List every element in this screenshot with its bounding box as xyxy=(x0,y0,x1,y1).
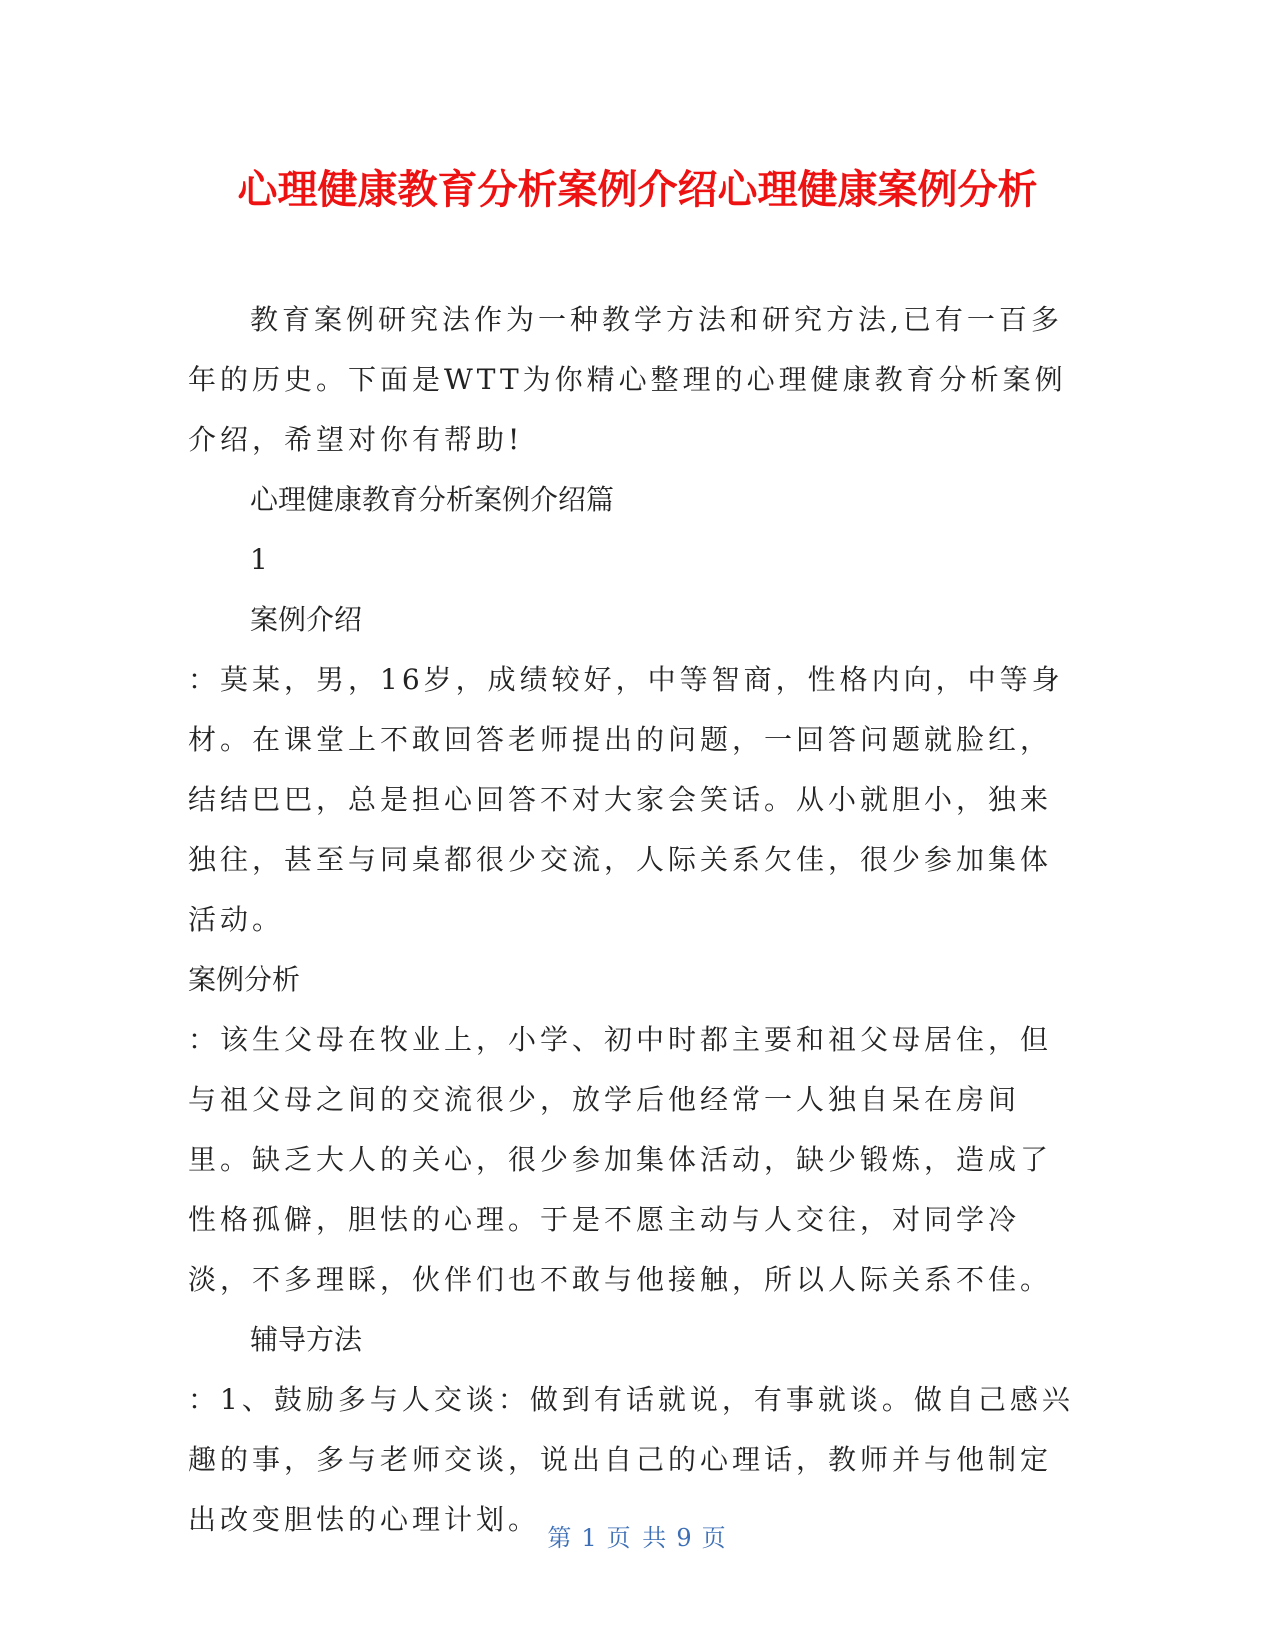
section-number: 1 xyxy=(250,543,268,576)
page-title: 心理健康教育分析案例介绍心理健康案例分析 xyxy=(237,167,1038,213)
case-intro-paragraph: ：莫某，男，16岁，成绩较好，中等智商，性格内向，中等身材。在课堂上不敢回答老师提出的问题，一回答问题就脸红，结结巴巴，总是担心回答不对大家会笑话。从小就胆小，独来独往，甚至与同桌都很少交流，人际关系欠佳，很少参加集体活动。 xyxy=(188,663,1064,936)
section-heading: 心理健康教育分析案例介绍篇 xyxy=(250,483,615,516)
case-analysis-paragraph: ：该生父母在牧业上，小学、初中时都主要和祖父母居住，但与祖父母之间的交流很少，放学后他经常一人独自呆在房间里。缺乏大人的关心，很少参加集体活动，缺少锻炼，造成了性格孤僻，胆怯的心理。于是不愿主动与人交往，对同学冷淡，不多理睬，伙伴们也不敢与他接触，所以人际关系不佳。 xyxy=(188,1023,1053,1296)
footer-prefix: 第 xyxy=(547,1524,574,1552)
guidance-heading: 辅导方法 xyxy=(250,1323,363,1356)
footer-middle: 页 共 xyxy=(606,1524,669,1552)
guidance-paragraph: ：1、鼓励多与人交谈：做到有话就说，有事就谈。做自己感兴趣的事，多与老师交谈，说出自己的心理话，教师并与他制定出改变胆怯的心理计划。 xyxy=(188,1383,1074,1536)
intro-paragraph: 教育案例研究法作为一种教学方法和研究方法,已有一百多年的历史。下面是WTT为你精心整理的心理健康教育分析案例介绍，希望对你有帮助! xyxy=(188,303,1067,456)
document-body xyxy=(188,290,1083,1550)
footer-page-number: 1 xyxy=(581,1524,599,1552)
footer-suffix: 页 xyxy=(701,1524,728,1552)
case-intro-heading: 案例介绍 xyxy=(250,603,363,636)
page-footer xyxy=(0,1518,1275,1553)
footer-total-pages: 9 xyxy=(676,1524,694,1552)
case-analysis-heading: 案例分析 xyxy=(188,963,301,996)
